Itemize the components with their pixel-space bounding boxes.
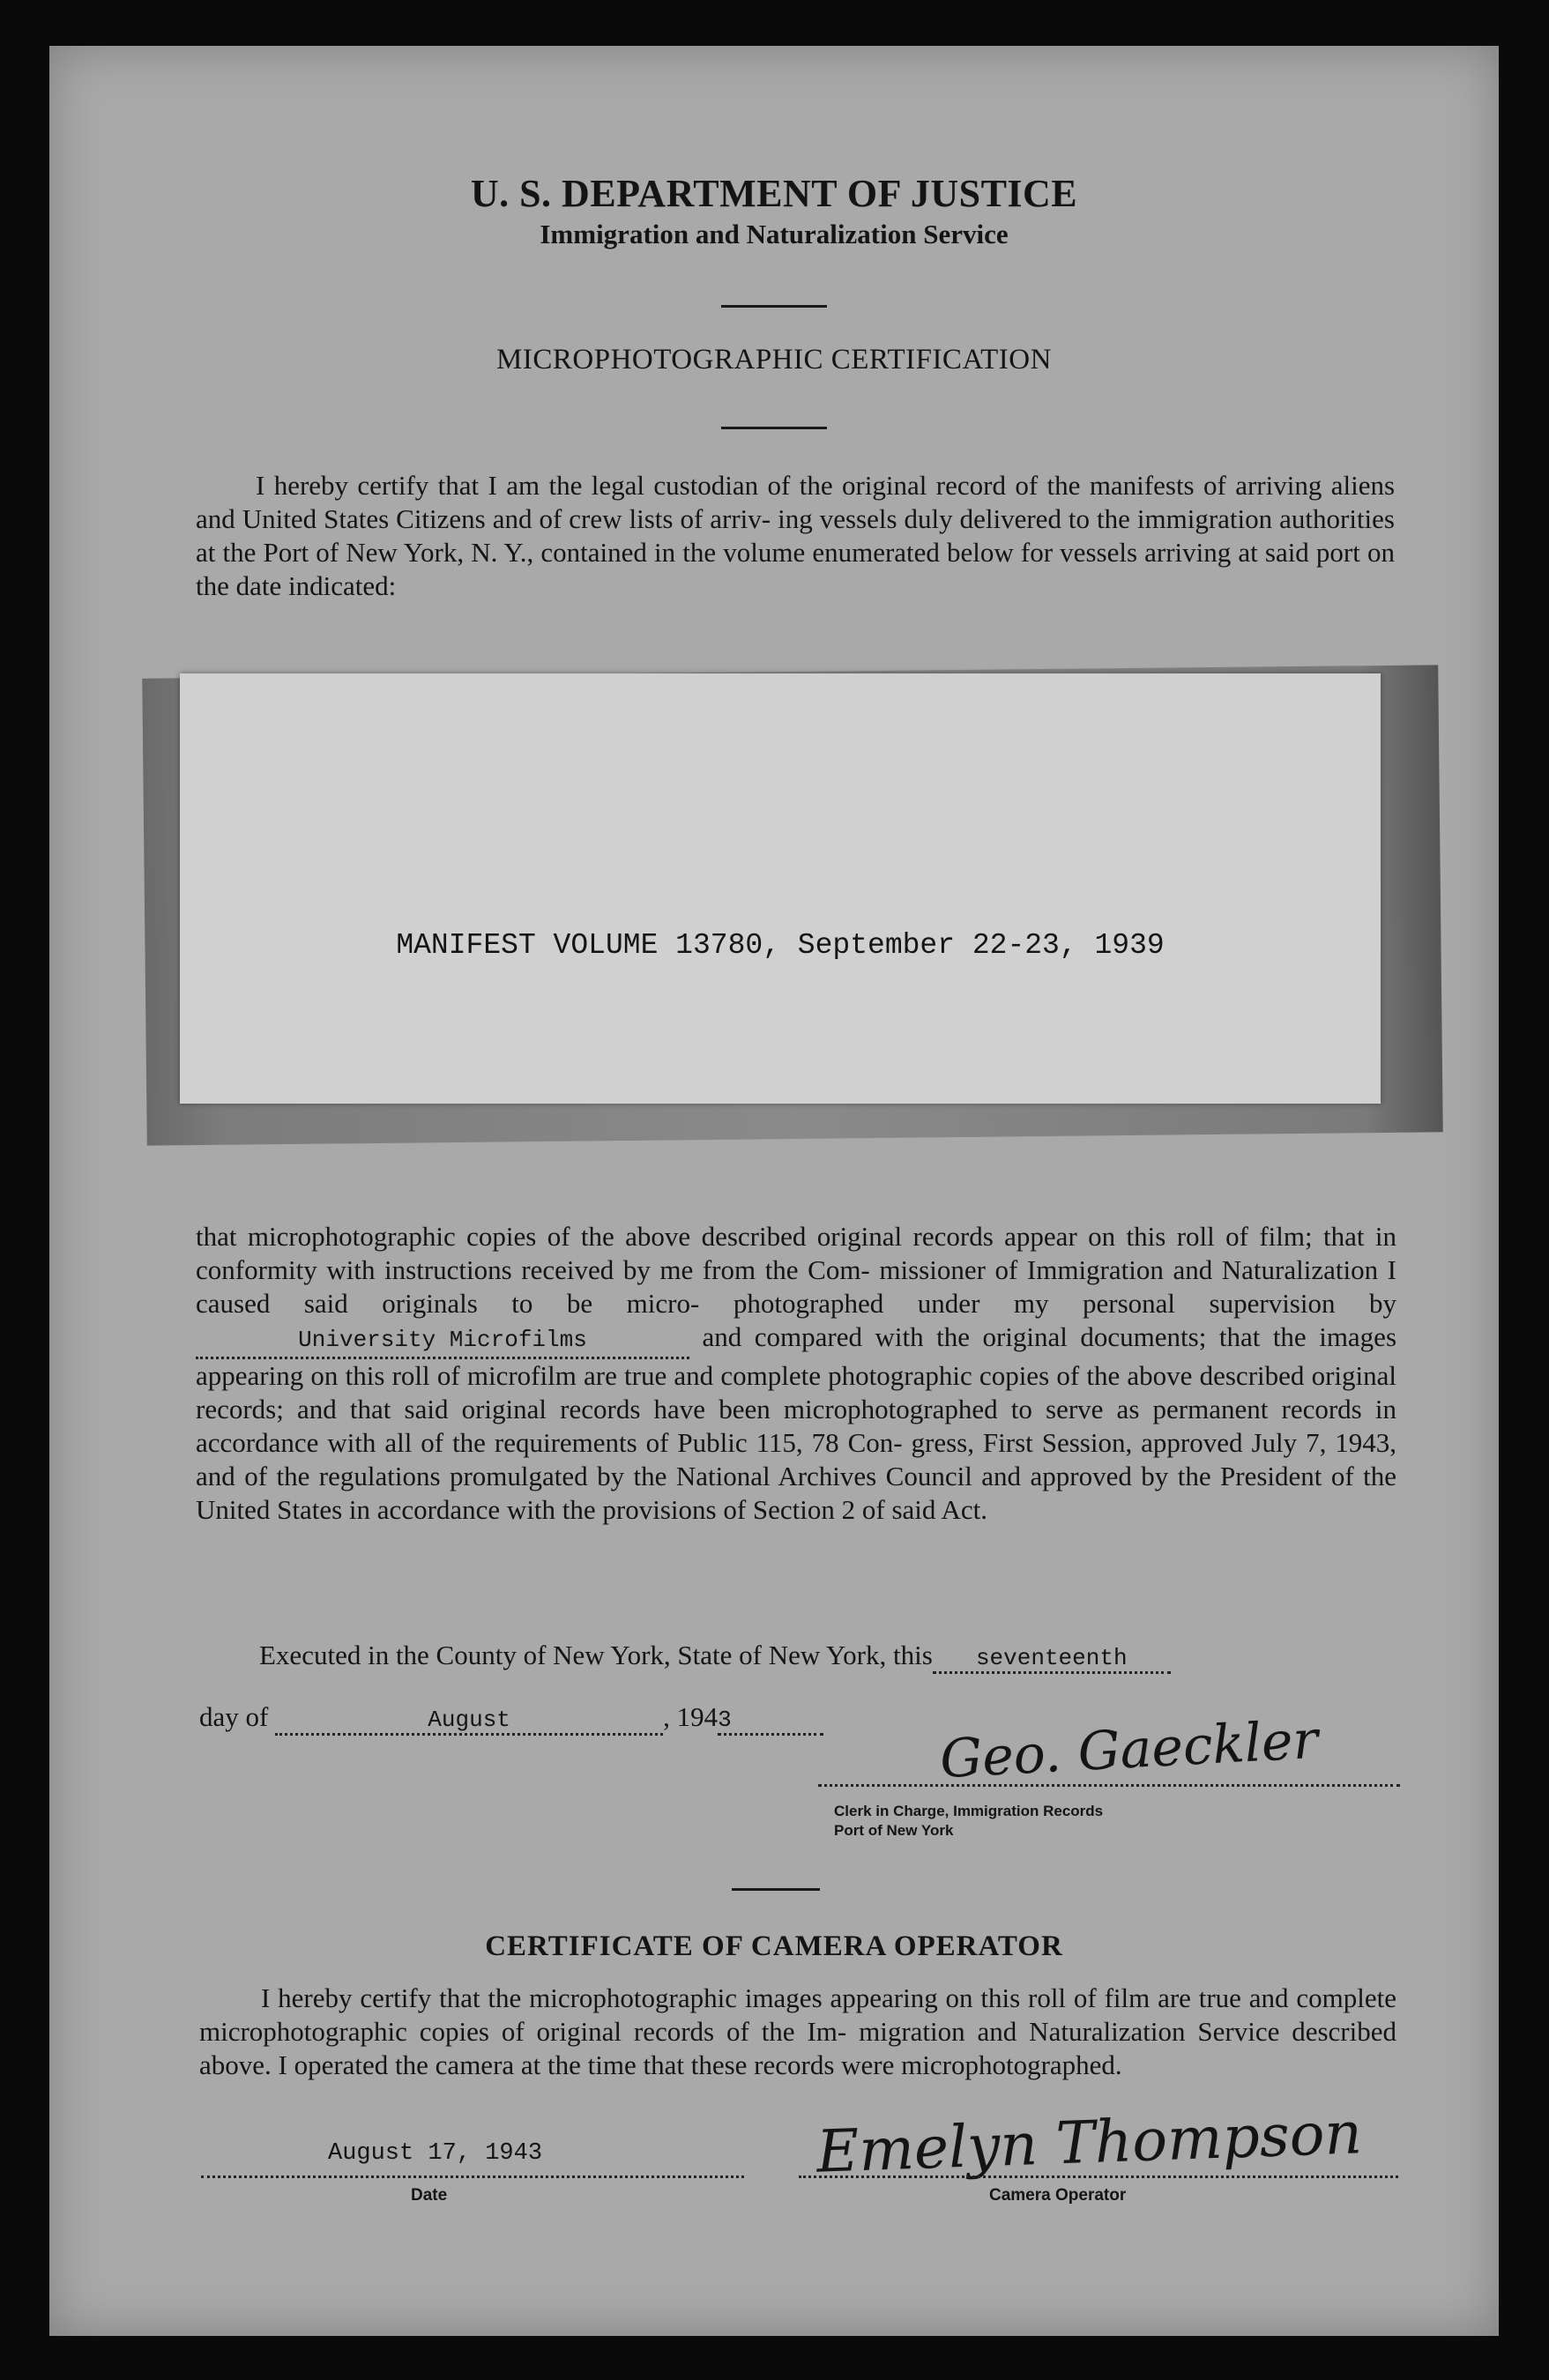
- certificate-page: [49, 46, 1499, 2336]
- intro-line: ing vessels duly delivered to the immigration authorities at the Port of New York,: [196, 503, 1395, 568]
- body-line: and compared with the original documents; that the images appearing on this roll of: [196, 1321, 1397, 1391]
- divider: [721, 305, 827, 308]
- date-line: [201, 2175, 744, 2178]
- manifest-volume-text: MANIFEST VOLUME 13780, September 22-23, 1939: [396, 929, 1165, 962]
- camera-paragraph: [199, 1982, 1396, 2082]
- year-prefix: , 194: [663, 1701, 719, 1732]
- divider: [732, 1888, 820, 1891]
- body-line: microfilm are true and complete photographic copies of the above described original: [466, 1360, 1396, 1391]
- camera-line: I hereby certify that the microphotographic images appearing on this roll of: [261, 1982, 1097, 2013]
- executed-line: [259, 1640, 1171, 1674]
- month-field: [275, 1701, 663, 1736]
- year-digit: 3: [718, 1707, 732, 1733]
- operator-label: Camera Operator: [989, 2186, 1127, 2205]
- body-paragraph: [196, 1220, 1396, 1527]
- body-line: permanent records in accordance with all of the requirements of Public 115, 78 Con-: [196, 1394, 1397, 1458]
- operation-date-value: August 17, 1943: [328, 2140, 543, 2167]
- microfilmer-field: [196, 1320, 689, 1359]
- record-card: [180, 673, 1381, 1104]
- intro-line: the date indicated:: [196, 570, 397, 601]
- year-field: [718, 1701, 823, 1736]
- day-value: seventeenth: [975, 1645, 1128, 1671]
- day-field: [933, 1640, 1171, 1674]
- department-title: U. S. DEPARTMENT OF JUSTICE: [470, 172, 1078, 215]
- intro-line: N. Y., contained in the volume enumerated below for vessels arriving at said port on: [471, 537, 1395, 568]
- operator-signature-line: [799, 2175, 1398, 2178]
- operator-signature: Emelyn Thompson: [815, 2099, 1364, 2186]
- camera-operator-heading: CERTIFICATE OF CAMERA OPERATOR: [485, 1930, 1063, 1962]
- body-line: roll of film; that in conformity with instructions received by me from the Com-: [196, 1221, 1397, 1285]
- camera-line: migration and Naturalization Service described above. I operated the camera at the: [199, 2016, 1396, 2080]
- service-subtitle: Immigration and Naturalization Service: [540, 219, 1009, 249]
- body-line: National Archives Council and approved by the President of the United States in: [196, 1461, 1396, 1525]
- body-line: accordance with the provisions of Section 2 of said Act.: [376, 1494, 987, 1525]
- intro-line: I hereby certify that I am the legal custodian of the original record of the: [256, 470, 1081, 501]
- date-label: Date: [411, 2186, 448, 2205]
- body-line: photographed under my personal supervision by: [733, 1288, 1396, 1319]
- clerk-signature: Geo. Gaeckler: [938, 1708, 1320, 1791]
- clerk-title: Clerk in Charge, Immigration Records: [834, 1803, 1104, 1819]
- day-of-label: day of: [199, 1701, 269, 1732]
- body-line: that microphotographic copies of the above described original records appear on this: [196, 1221, 1166, 1252]
- certification-heading: MICROPHOTOGRAPHIC CERTIFICATION: [496, 344, 1052, 376]
- clerk-port: Port of New York: [834, 1822, 954, 1839]
- month-value: August: [428, 1707, 510, 1733]
- intro-paragraph: [196, 469, 1395, 603]
- clerk-signature-line: [818, 1784, 1400, 1787]
- divider: [721, 427, 827, 429]
- clerk-label: [834, 1802, 1103, 1841]
- executed-text: Executed in the County of New York, State of New York, this: [259, 1640, 933, 1670]
- body-line: records; and that said original records have been microphotographed to serve as: [196, 1394, 1140, 1424]
- camera-line: time that these records were microphotographed.: [587, 2049, 1122, 2080]
- day-of-line: [199, 1701, 823, 1736]
- body-line: missioner of Immigration and Naturalization I caused said originals to be micro-: [196, 1254, 1397, 1319]
- microfilmer-value: University Microfilms: [298, 1327, 587, 1353]
- body-line: gress, First Session, approved July 7, 1943, and of the regulations promulgated by the: [196, 1427, 1397, 1491]
- intro-line: manifests of arriving aliens and United States Citizens and of crew lists of arriv-: [196, 470, 1396, 534]
- camera-line: film are true and complete microphotographic copies of original records of the Im-: [199, 1982, 1396, 2047]
